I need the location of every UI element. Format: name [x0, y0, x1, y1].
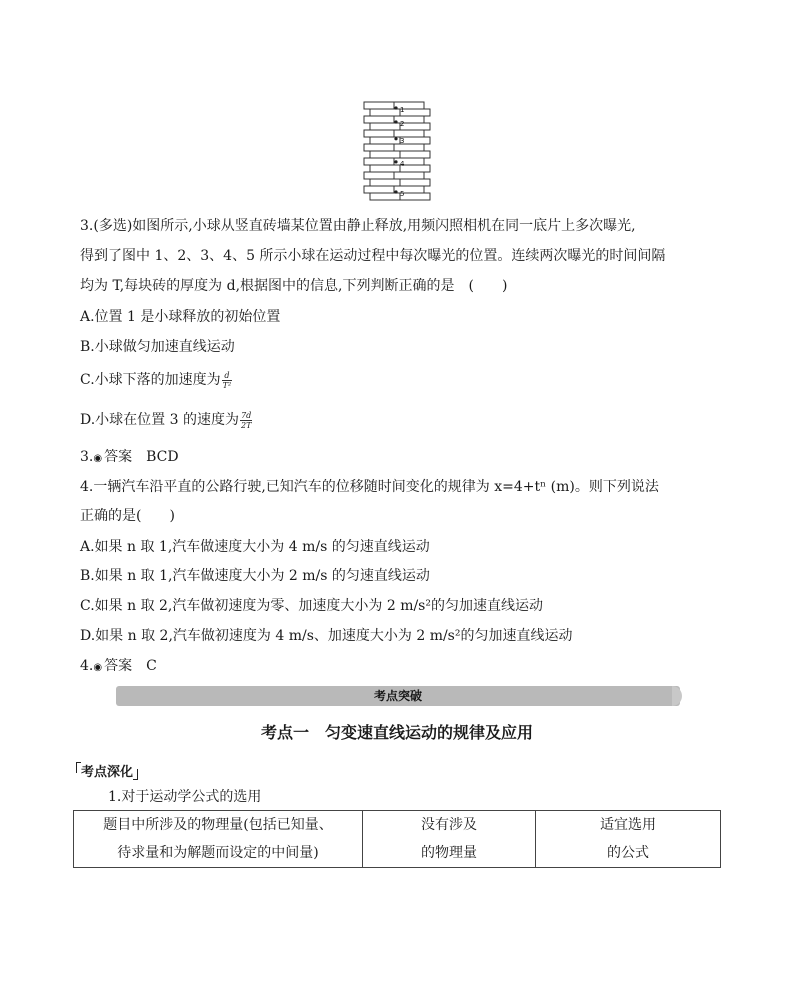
table-row: [74, 811, 721, 868]
q4-option-a: A.如果 n 取 1,汽车做速度大小为 4 m/s 的匀速直线运动: [80, 539, 430, 555]
ball-label-5: 5: [400, 190, 405, 198]
section-title: 考点一 匀变速直线运动的规律及应用: [260, 723, 533, 742]
cell-line: 待求量和为解题而设定的中间量): [117, 845, 319, 861]
table-cell-formula: [536, 811, 721, 868]
table-cell-quantities: [74, 811, 363, 868]
q4-answer: [80, 656, 157, 678]
fraction-numerator: 7d: [241, 410, 252, 420]
ball-label-2: 2: [400, 120, 405, 128]
section-banner: 考点突破: [116, 686, 680, 706]
q3-answer-text: 答案 BCD: [104, 449, 179, 465]
q3-option-c-fraction: [222, 371, 233, 390]
deepening-tag: [76, 761, 138, 780]
ball-position-4: [394, 160, 397, 163]
table-cell-missing: [363, 811, 536, 868]
q3-option-d-text: D.小球在位置 3 的速度为: [80, 412, 239, 428]
ball-label-1: 1: [400, 106, 405, 114]
q3-option-c: [80, 370, 232, 390]
q3-answer: [80, 447, 179, 469]
cell-line: 的公式: [607, 845, 649, 861]
q3-answer-number: 3.: [80, 449, 94, 465]
deepening-tag-label: 考点深化: [81, 765, 134, 780]
cell-line: 适宜选用: [600, 817, 656, 833]
q4-stem-line2: 正确的是( ): [80, 508, 175, 524]
cell-line: 的物理量: [421, 845, 477, 861]
ball-position-5: [394, 190, 397, 193]
cell-line: 题目中所涉及的物理量(包括已知量、: [103, 817, 333, 833]
q3-option-d: [80, 410, 252, 430]
q4-answer-text: 答案 C: [104, 658, 157, 674]
formula-selection-table: [73, 810, 721, 868]
brick-wall-figure: [360, 100, 434, 204]
ball-position-3: [394, 137, 397, 140]
ball-position-1: [394, 106, 397, 109]
q3-stem-line2: 得到了图中 1、2、3、4、5 所示小球在运动过程中每次曝光的位置。连续两次曝光的时间间隔: [80, 248, 666, 264]
cell-line: 没有涉及: [421, 817, 477, 833]
q3-stem-line3: 均为 T,每块砖的厚度为 d,根据图中的信息,下列判断正确的是 ( ): [80, 278, 508, 294]
q4-stem-line1: 4.一辆汽车沿平直的公路行驶,已知汽车的位移随时间变化的规律为 x=4+tⁿ (m)。则下列说法: [80, 479, 659, 495]
q3-option-a: A.位置 1 是小球释放的初始位置: [80, 309, 281, 325]
q4-option-b: B.如果 n 取 1,汽车做速度大小为 2 m/s 的匀速直线运动: [80, 568, 430, 584]
answer-icon: ◉: [93, 453, 103, 464]
ball-label-3: 3: [400, 136, 405, 145]
ball-position-2: [394, 120, 397, 123]
q3-stem-line1: 3.(多选)如图所示,小球从竖直砖墙某位置由静止释放,用频闪照相机在同一底片上多次曝光,: [80, 218, 636, 234]
item-1-heading: 1.对于运动学公式的选用: [108, 789, 262, 805]
bracket-right-icon: [133, 769, 138, 780]
fraction-numerator: d: [222, 371, 233, 381]
q4-option-d: D.如果 n 取 2,汽车做初速度为 4 m/s、加速度大小为 2 m/s²的匀加速直线运动: [80, 628, 573, 644]
q3-option-c-text: C.小球下落的加速度为: [80, 372, 221, 388]
fraction-denominator: 2T: [240, 420, 252, 430]
q3-option-b: B.小球做匀加速直线运动: [80, 339, 235, 355]
q4-option-c: C.如果 n 取 2,汽车做初速度为零、加速度大小为 2 m/s²的匀加速直线运动: [80, 598, 543, 614]
ball-label-4: 4: [400, 159, 405, 168]
fraction-denominator: T²: [222, 380, 232, 390]
q3-option-d-fraction: [240, 411, 252, 430]
answer-icon: ◉: [93, 662, 103, 673]
q4-answer-number: 4.: [80, 658, 94, 674]
